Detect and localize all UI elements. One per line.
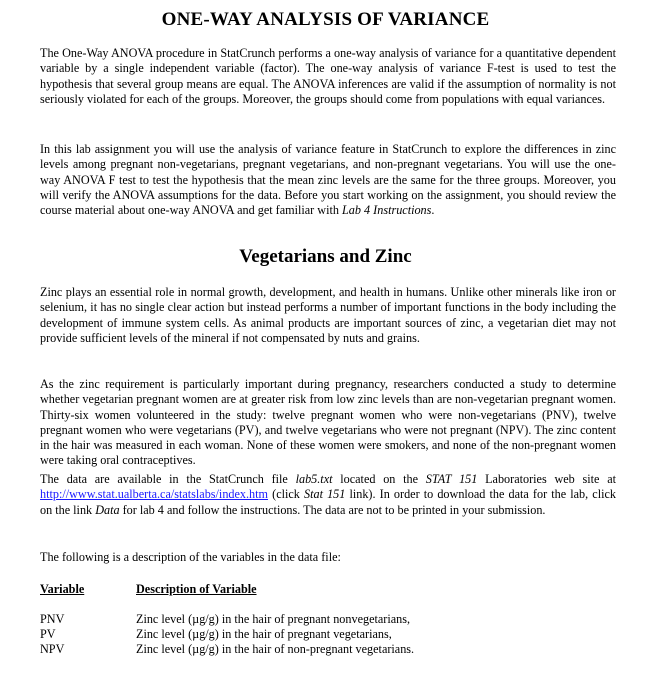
course-name: STAT 151	[425, 472, 478, 486]
variable-description: Zinc level (µg/g) in the hair of non-pregnant vegetarians.	[136, 642, 415, 656]
table-row	[40, 627, 616, 642]
data-file-name: lab5.txt	[295, 472, 333, 486]
assignment-paragraph	[40, 142, 616, 218]
data-text-2: located on the	[332, 472, 426, 486]
lab-website-link[interactable]: http://www.stat.ualberta.ca/statslabs/index.htm	[40, 487, 269, 502]
section-title: Vegetarians and Zinc	[239, 246, 412, 267]
data-text-4: (click	[268, 487, 304, 502]
zinc-paragraph: Zinc plays an essential role in normal growth, development, and health in humans. Unlike other minerals like iron or selenium, it has no single clear action but instead performs a number of important functions in the body including the development of immune system cells. As animal products are important sources of zinc, a vegetarian diet may not provide sufficient levels of the mineral if not compensated by nuts and grains.	[40, 285, 616, 345]
variable-name: PV	[40, 627, 56, 641]
intro-paragraph: The One-Way ANOVA procedure in StatCrunch performs a one-way analysis of variance for a quantitative dependent variable by a single independent variable (factor). The one-way analysis of variance F-test is used to test the hypothesis that several group means are equal. The ANOVA inferences are valid if the assumption of normality is not seriously violated for each of the groups. Moreover, the groups should come from populations with equal variances.	[40, 46, 616, 106]
data-paragraph	[40, 472, 616, 518]
data-text-5: link). In order to download the data for the lab, click on the link	[40, 487, 616, 517]
description-column-header: Description of Variable	[136, 582, 257, 596]
variable-description: Zinc level (µg/g) in the hair of pregnant nonvegetarians,	[136, 612, 411, 626]
variable-name: PNV	[40, 612, 65, 626]
variable-name: NPV	[40, 642, 65, 656]
table-row	[40, 612, 616, 627]
data-text-3: Laboratories web site at	[477, 472, 616, 486]
assignment-text: In this lab assignment you will use the analysis of variance feature in StatCrunch to explore the differences in zinc levels among pregnant non-vegetarians, pregnant vegetarians, and non-pregnant vegetarians. You will use the one-way ANOVA F test to test the hypothesis that the mean zinc levels are the same for the three groups. Moreover, you will verify the ANOVA assumptions for the data. Before you start working on the assignment, you should review the course material about one-way ANOVA and get familiar with	[40, 142, 616, 218]
assignment-end: .	[431, 203, 435, 218]
table-row	[40, 642, 616, 657]
data-link-ref: Data	[95, 502, 120, 517]
stat-link-ref: Stat 151	[304, 487, 346, 502]
page-title: ONE-WAY ANALYSIS OF VARIANCE	[161, 9, 490, 30]
variable-column-header: Variable	[40, 582, 85, 596]
study-paragraph: As the zinc requirement is particularly important during pregnancy, researchers conducted a study to determine whether vegetarian pregnant women are at greater risk from low zinc levels than are non-vegetarian pregnant women. Thirty-six women volunteered in the study: twelve pregnant women who were non-vegetarians (PNV), twelve pregnant women who were vegetarians (PV), and twelve vegetarians who were not pregnant (NPV). The zinc content in the hair was measured in each woman. None of these women were smokers, and none of the non-pregnant women were taking oral contraceptives.	[40, 377, 616, 468]
variable-description: Zinc level (µg/g) in the hair of pregnant vegetarians,	[136, 627, 392, 641]
variables-intro: The following is a description of the variables in the data file:	[40, 550, 341, 564]
data-text-1: The data are available in the StatCrunch file	[40, 472, 296, 486]
data-text-6: for lab 4 and follow the instructions. The data are not to be printed in your submission.	[119, 502, 546, 517]
lab-instructions-ref: Lab 4 Instructions	[342, 203, 432, 218]
